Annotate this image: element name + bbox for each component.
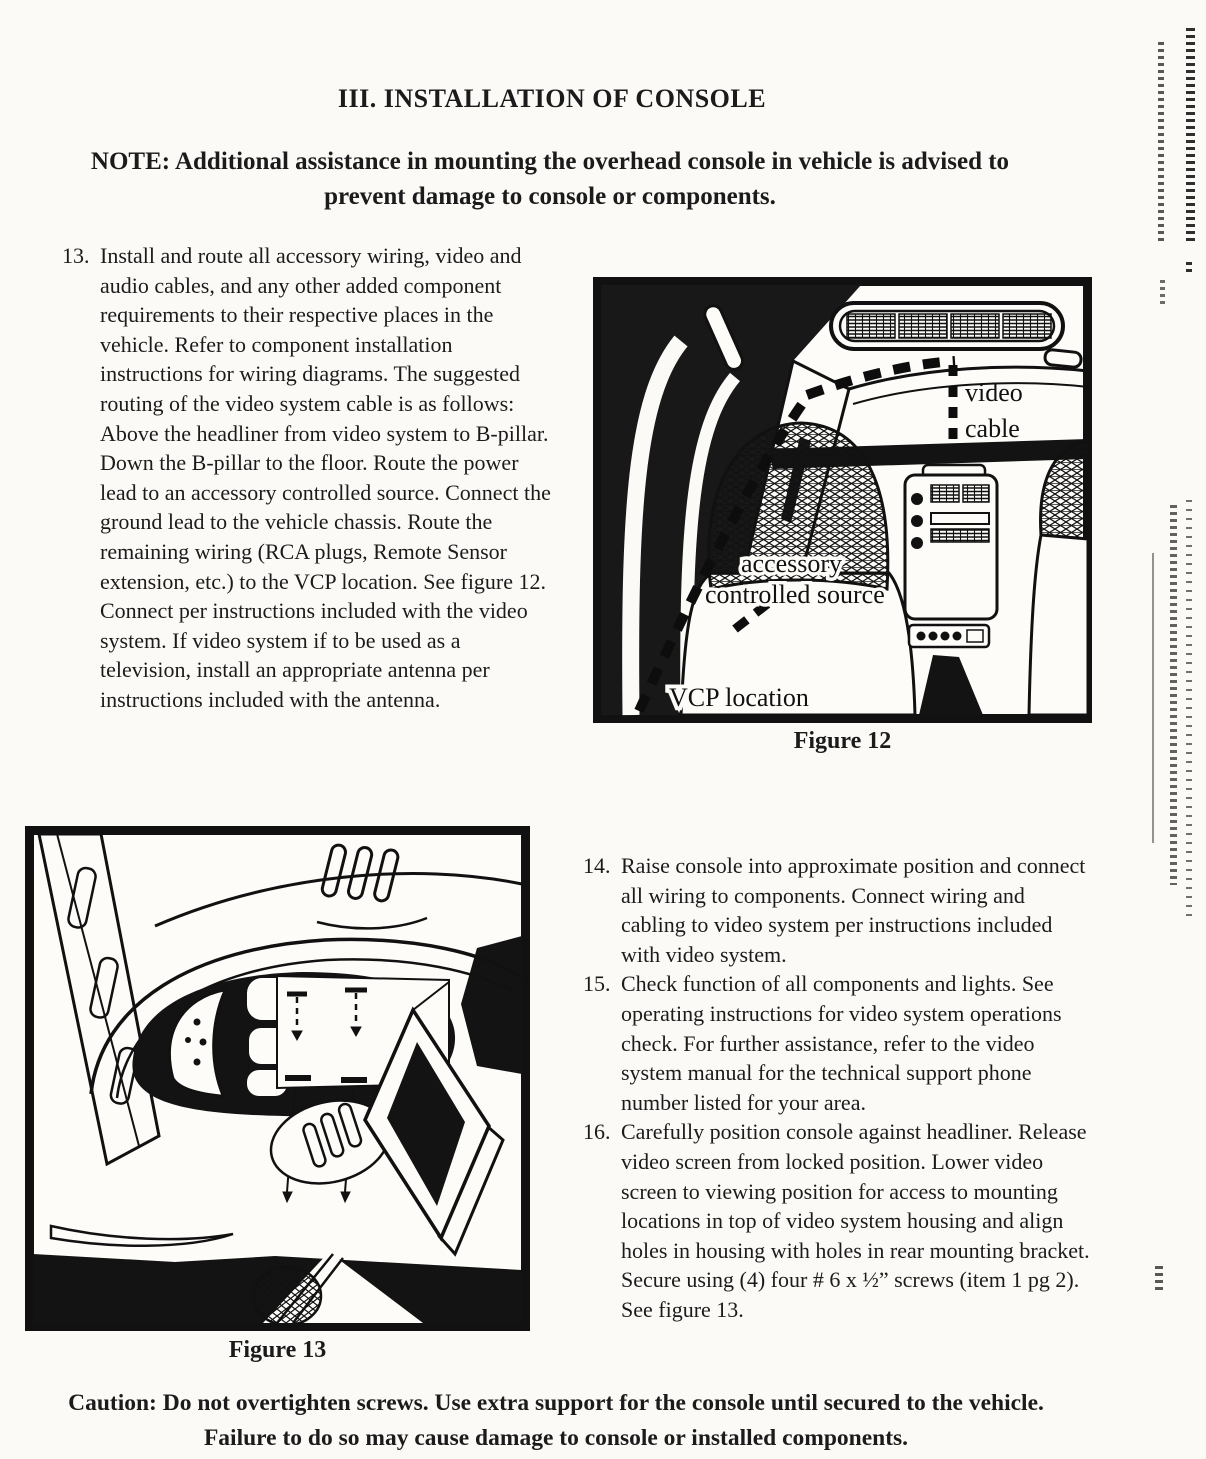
scan-artifact	[1158, 42, 1164, 242]
step-number: 16.	[583, 1119, 611, 1145]
third-brake-light	[831, 303, 1063, 349]
vcp-location-label: VCP location	[669, 683, 809, 712]
scan-artifact	[1186, 262, 1192, 276]
scan-artifact	[1186, 28, 1195, 243]
list-item	[583, 851, 1093, 969]
overhead-console-diagram	[25, 826, 530, 1331]
step-text: Raise console into approximate position and connect all wiring to components. Connect wiring and cabling to video system per instructions included with video system.	[621, 853, 1086, 967]
step-text: Check function of all components and lights. See operating instructions for video system operations check. For further assistance, refer to the video system manual for the technical support phone number listed for your area.	[621, 971, 1062, 1115]
step-text: Carefully position console against headliner. Release video screen from locked position. Lower video screen to viewing position for access to mounting locations in top of video system housing and align holes in housing with holes in rear mounting bracket. Secure using (4) four # 6 x ½” screws (item 1 pg 2). See figure 13.	[621, 1119, 1090, 1322]
scan-artifact	[1186, 500, 1192, 920]
video-cable-label: video	[965, 378, 1023, 407]
scan-artifact	[1155, 1266, 1163, 1294]
steps-14-16	[583, 851, 1093, 1325]
scan-artifact	[1152, 553, 1154, 843]
step-number: 13.	[62, 243, 90, 268]
step-text: Install and route all accessory wiring, video and audio cables, and any other added component requirements to their respective places in the vehicle. Refer to component installation instructions for wiring diagrams. The suggested routing of the video system cable is as follows: Above the headliner from video system to B-pillar. Down the B-pillar to the floor. Route the power lead to an accessory controlled source. Connect the ground lead to the vehicle chassis. Route the remaining wiring (RCA plugs, Remote Sensor extension, etc.) to the VCP location. See figure 12. Connect per instructions included with the video system. If video system if to be used as a television, install an appropriate antenna per instructions included with the antenna.	[100, 243, 551, 712]
step-number: 15.	[583, 971, 611, 997]
list-item	[583, 1117, 1093, 1324]
scan-artifact	[1160, 280, 1165, 306]
scan-artifact	[1170, 505, 1177, 885]
video-cable-label: cable	[965, 414, 1020, 443]
note-paragraph: NOTE: Additional assistance in mounting the overhead console in vehicle is advised to prevent damage to console or components.	[90, 148, 1010, 210]
car-interior-diagram	[593, 277, 1092, 723]
step-number: 14.	[583, 853, 611, 878]
figure-12-caption: Figure 12	[793, 728, 892, 754]
accessory-source-label: controlled source	[705, 580, 885, 609]
list-item	[62, 241, 554, 715]
figure-12-illustration	[593, 277, 1092, 723]
grab-handle	[1044, 349, 1081, 368]
caution-paragraph: Caution: Do not overtighten screws. Use extra support for the console until secured to the vehicle. Failure to do so may cause damage to console or installed components.	[68, 1390, 1044, 1451]
step-13	[62, 241, 554, 715]
page-title: III. INSTALLATION OF CONSOLE	[337, 84, 767, 113]
accessory-source-label: accessory	[741, 549, 843, 578]
figure-13-caption: Figure 13	[228, 1337, 327, 1363]
list-item	[583, 969, 1093, 1117]
figure-13-illustration	[25, 826, 530, 1331]
mirror-patch	[253, 1267, 321, 1325]
